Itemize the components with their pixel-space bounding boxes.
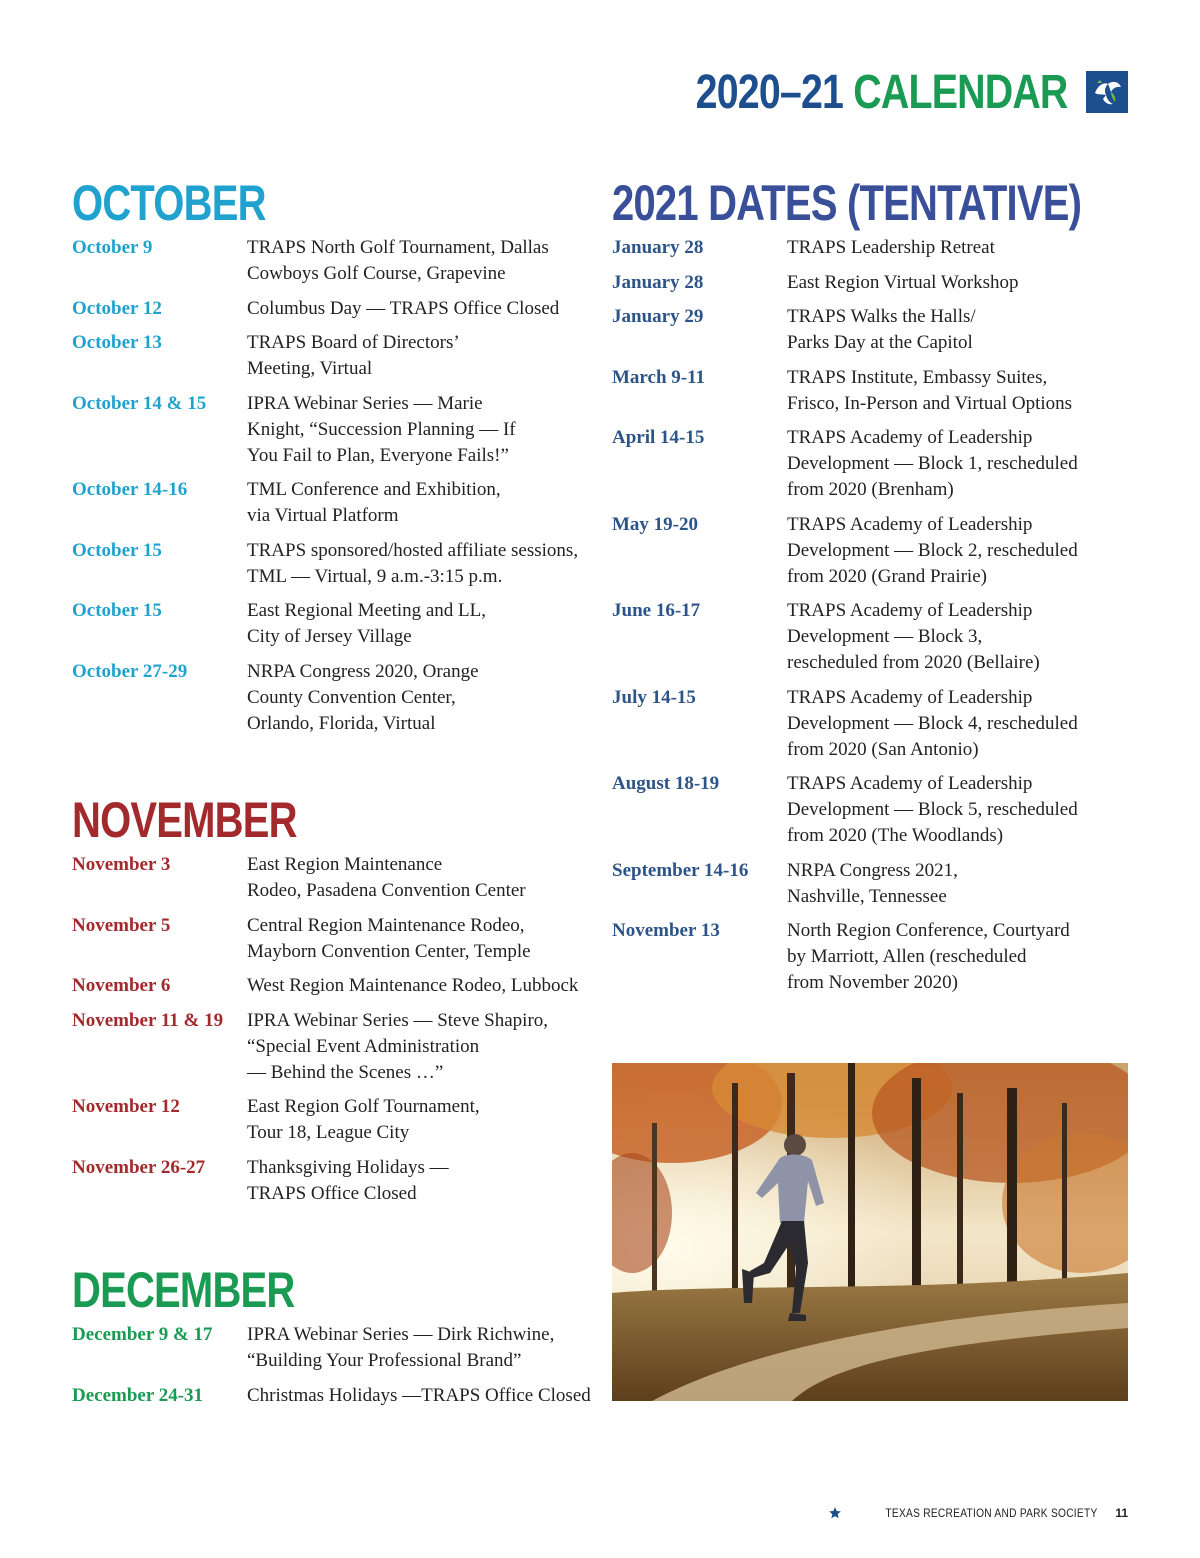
event-row [72, 973, 592, 999]
event-description-line: Development — Block 1, rescheduled [787, 453, 1078, 474]
event-date: November 5 [72, 914, 171, 936]
event-row [72, 913, 592, 965]
event-date: October 9 [72, 237, 153, 258]
event-description-line: Tour 18, League City [247, 1122, 410, 1143]
event-description [247, 538, 578, 590]
event-row [72, 659, 592, 737]
event-description-line: TRAPS Leadership Retreat [787, 237, 995, 258]
event-description [247, 1322, 554, 1374]
event-description-line: TRAPS Academy of Leadership [787, 600, 1033, 621]
event-row [72, 538, 592, 590]
event-description-line: TRAPS Institute, Embassy Suites, [787, 366, 1048, 388]
event-row [612, 512, 1132, 590]
star-icon [828, 1506, 842, 1520]
event-description-line: Mayborn Convention Center, Temple [247, 940, 531, 962]
event-description-line: TRAPS Academy of Leadership [787, 773, 1033, 794]
event-description-line: Orlando, Florida, Virtual [247, 712, 436, 734]
event-description [247, 235, 549, 287]
event-description [247, 1008, 548, 1086]
footer-org: TEXAS RECREATION AND PARK SOCIETY [885, 1506, 1098, 1520]
event-row [612, 858, 1132, 910]
event-date: January 29 [612, 306, 704, 327]
event-row [72, 477, 592, 529]
event-description-line: rescheduled from 2020 (Bellaire) [787, 652, 1040, 673]
event-description-line: TRAPS Academy of Leadership [787, 513, 1033, 535]
event-description [247, 391, 516, 469]
event-description [247, 1155, 449, 1207]
event-description-line: City of Jersey Village [247, 626, 412, 647]
november-event-list [72, 852, 592, 1215]
event-row [72, 1155, 592, 1207]
event-date: August 18-19 [612, 773, 720, 794]
event-description-line: TRAPS North Golf Tournament, Dallas [247, 237, 549, 258]
event-date: November 6 [72, 975, 171, 996]
event-row [72, 1094, 592, 1146]
event-description-line: Nashville, Tennessee [787, 885, 947, 907]
event-row [72, 1383, 592, 1409]
event-description [787, 685, 1078, 763]
event-description [247, 598, 486, 650]
event-description-line: North Region Conference, Courtyard [787, 920, 1070, 941]
event-description-line: NRPA Congress 2020, Orange [247, 660, 479, 682]
december-heading: DECEMBER [72, 1262, 295, 1318]
event-row [72, 1008, 592, 1086]
event-description [247, 296, 559, 322]
event-description [787, 304, 976, 356]
december-event-list [72, 1322, 592, 1417]
event-date: November 11 & 19 [72, 1009, 224, 1031]
page-number: 11 [1115, 1506, 1128, 1520]
event-description-line: “Special Event Administration [247, 1035, 480, 1057]
event-description-line: Development — Block 3, [787, 626, 983, 647]
event-description-line: via Virtual Platform [247, 505, 399, 526]
event-description-line: from 2020 (Brenham) [787, 479, 954, 500]
event-row [72, 598, 592, 650]
event-date: March 9-11 [612, 366, 706, 388]
event-row [72, 1322, 592, 1374]
event-description [787, 771, 1078, 849]
event-date: December 24-31 [72, 1384, 204, 1406]
event-description-line: by Marriott, Allen (rescheduled [787, 946, 1027, 967]
event-description [787, 512, 1078, 590]
event-description-line: IPRA Webinar Series — Steve Shapiro, [247, 1009, 549, 1031]
event-description-line: from November 2020) [787, 972, 958, 993]
event-description-line: Columbus Day — TRAPS Office Closed [247, 297, 560, 319]
event-description-line: IPRA Webinar Series — Dirk Richwine, [247, 1324, 555, 1345]
traps-logo-icon [1086, 71, 1128, 113]
event-date: January 28 [612, 271, 704, 293]
event-description [247, 1383, 591, 1409]
event-description [247, 1094, 480, 1146]
october-event-list [72, 235, 592, 745]
event-date: September 14-16 [612, 859, 749, 881]
event-description [787, 270, 1018, 296]
event-description-line: TRAPS Board of Directors’ [247, 332, 460, 353]
event-date: October 14 & 15 [72, 392, 207, 414]
event-row [612, 365, 1132, 417]
event-row [612, 235, 1132, 261]
november-heading: NOVEMBER [72, 792, 297, 848]
title-calendar: CALENDAR [853, 65, 1068, 119]
event-description-line: Thanksgiving Holidays — [247, 1156, 449, 1178]
event-date: November 3 [72, 854, 171, 875]
event-description-line: West Region Maintenance Rodeo, Lubbock [247, 975, 579, 996]
event-description [247, 973, 578, 999]
event-description-line: from 2020 (San Antonio) [787, 738, 979, 760]
event-date: July 14-15 [612, 686, 696, 708]
event-description-line: Knight, “Succession Planning — If [247, 418, 516, 440]
runner-in-autumn-park-photo [612, 1063, 1128, 1401]
event-date: October 12 [72, 297, 162, 319]
event-description-line: IPRA Webinar Series — Marie [247, 392, 483, 414]
event-description-line: East Region Maintenance [247, 854, 443, 875]
event-row [612, 918, 1132, 996]
event-description [247, 852, 526, 904]
event-description-line: from 2020 (The Woodlands) [787, 825, 1004, 846]
event-date: October 13 [72, 332, 162, 353]
event-description [247, 330, 460, 382]
event-description-line: Meeting, Virtual [247, 358, 373, 379]
event-row [612, 270, 1132, 296]
event-description-line: Development — Block 2, rescheduled [787, 539, 1078, 561]
event-row [72, 330, 592, 382]
event-description-line: Rodeo, Pasadena Convention Center [247, 880, 526, 901]
event-description-line: — Behind the Scenes …” [247, 1061, 444, 1083]
event-description-line: TML Conference and Exhibition, [247, 479, 501, 500]
event-row [612, 425, 1132, 503]
event-description [247, 659, 479, 737]
event-description-line: East Region Virtual Workshop [787, 271, 1019, 293]
event-row [72, 296, 592, 322]
tentative-event-list [612, 235, 1132, 1005]
event-row [612, 598, 1132, 676]
title-year: 2020–21 [696, 65, 844, 119]
event-description [787, 425, 1078, 503]
event-description-line: Central Region Maintenance Rodeo, [247, 914, 525, 936]
event-description [247, 477, 501, 529]
event-description-line: Development — Block 5, rescheduled [787, 799, 1078, 820]
october-heading: OCTOBER [72, 175, 266, 231]
page-title [696, 65, 1068, 120]
event-date: April 14-15 [612, 427, 705, 448]
event-date: October 15 [72, 600, 162, 621]
event-description-line: TRAPS Walks the Halls/ [787, 306, 976, 327]
event-date: November 12 [72, 1096, 180, 1117]
event-row [72, 391, 592, 469]
page-header [614, 62, 1128, 122]
event-description [787, 235, 995, 261]
event-description [787, 365, 1072, 417]
page-footer [828, 1506, 1128, 1520]
event-description-line: TRAPS sponsored/hosted affiliate sessions, [247, 539, 579, 561]
event-description-line: East Region Golf Tournament, [247, 1096, 480, 1117]
event-row [72, 852, 592, 904]
event-row [612, 771, 1132, 849]
event-date: October 15 [72, 539, 162, 561]
event-description-line: NRPA Congress 2021, [787, 859, 958, 881]
event-description-line: TRAPS Academy of Leadership [787, 686, 1033, 708]
event-description-line: TRAPS Academy of Leadership [787, 427, 1033, 448]
event-date: May 19-20 [612, 513, 699, 535]
event-description-line: TML — Virtual, 9 a.m.-3:15 p.m. [247, 565, 503, 587]
event-date: November 13 [612, 920, 720, 941]
event-description [787, 858, 958, 910]
event-description-line: Frisco, In-Person and Virtual Options [787, 392, 1073, 414]
event-date: November 26-27 [72, 1156, 206, 1178]
event-description-line: Christmas Holidays —TRAPS Office Closed [247, 1384, 591, 1406]
event-description-line: TRAPS Office Closed [247, 1182, 417, 1204]
event-description-line: County Convention Center, [247, 686, 456, 708]
event-date: October 27-29 [72, 660, 188, 682]
event-description-line: from 2020 (Grand Prairie) [787, 565, 987, 587]
event-date: June 16-17 [612, 600, 701, 621]
event-description [787, 598, 1040, 676]
event-description-line: Development — Block 4, rescheduled [787, 712, 1078, 734]
event-description [247, 913, 531, 965]
tentative-heading: 2021 DATES (TENTATIVE) [612, 175, 1082, 231]
event-description [787, 918, 1070, 996]
event-description-line: “Building Your Professional Brand” [247, 1350, 522, 1371]
event-description-line: You Fail to Plan, Everyone Fails!” [247, 444, 509, 466]
event-description-line: Parks Day at the Capitol [787, 332, 973, 353]
event-row [612, 685, 1132, 763]
event-description-line: Cowboys Golf Course, Grapevine [247, 263, 506, 284]
event-date: January 28 [612, 237, 704, 258]
event-row [72, 235, 592, 287]
event-row [612, 304, 1132, 356]
event-date: October 14-16 [72, 479, 188, 500]
event-date: December 9 & 17 [72, 1324, 213, 1345]
event-description-line: East Regional Meeting and LL, [247, 600, 487, 621]
